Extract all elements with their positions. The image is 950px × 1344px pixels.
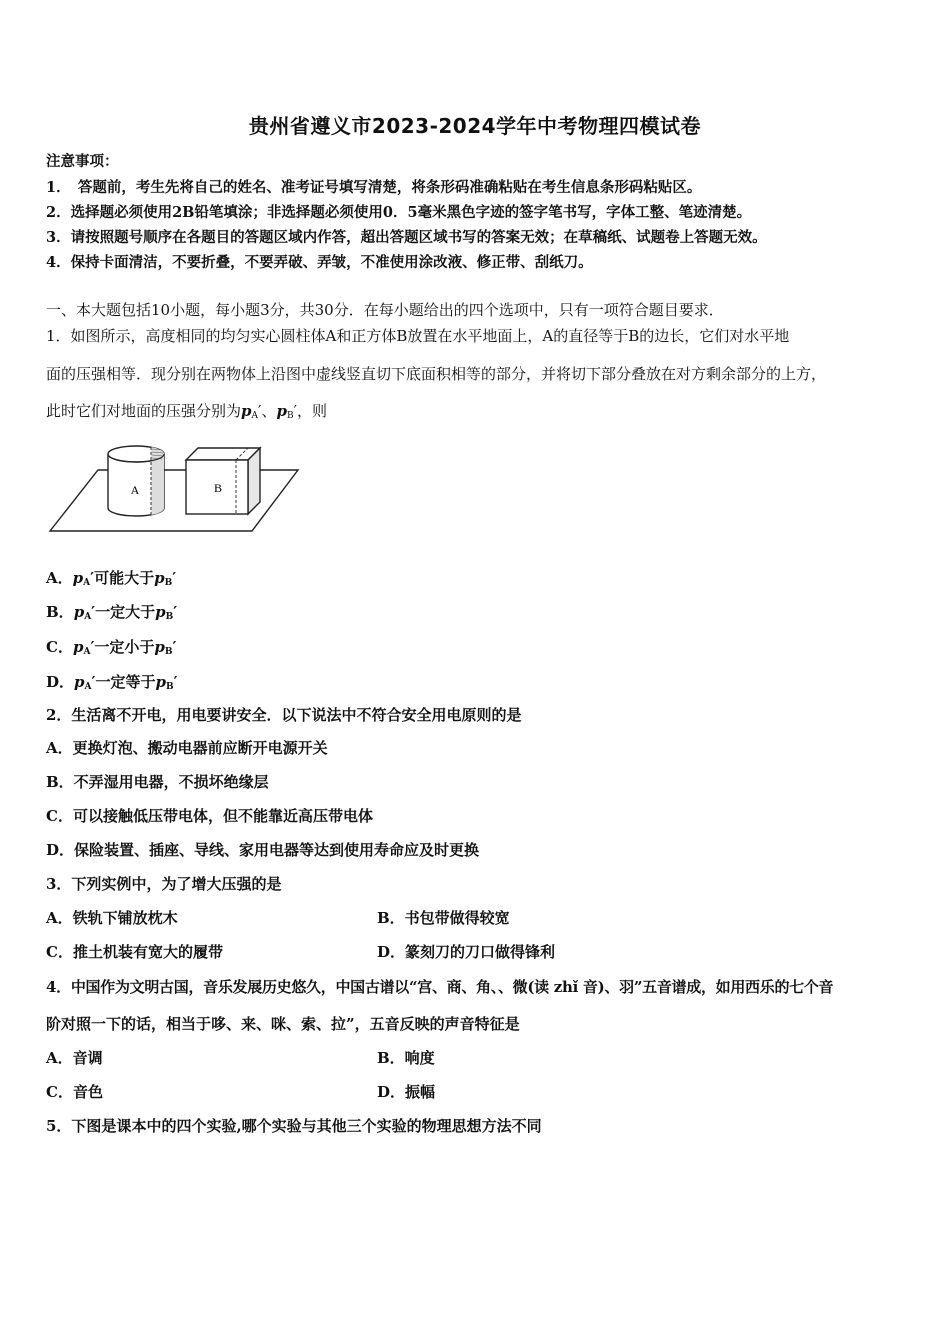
symbol-p: p [241,402,252,420]
prime-mark: ′ [173,603,178,621]
q2-option-a[interactable]: A．更换灯泡、搬动电器前应断开电源开关 [46,739,328,757]
q1-stem-line-1: 1．如图所示，高度相同的均匀实心圆柱体A和正方体B放置在水平地面上，A的直径等于B的边长，它们对水平地 [46,327,790,345]
q4-option-b[interactable]: B．响度 [377,1049,435,1067]
prime-mark: ′ [172,569,177,587]
q4-option-a[interactable]: A．音调 [46,1049,103,1067]
symbol-p: p [73,603,85,621]
prime-mark: ′ [293,402,297,420]
q3-option-c[interactable]: C．推土机装有宽大的履带 [46,943,223,961]
option-letter: A． [46,569,73,587]
notice-heading: 注意事项： [46,153,119,170]
prime-mark: ′ [172,638,177,656]
symbol-p: p [72,569,84,587]
option-letter: C． [46,638,73,656]
notice-item-1: 1． 答题前，考生先将自己的姓名、准考证号填写清楚，将条形码准确粘贴在考生信息条形码粘贴区。 [46,179,702,196]
q5-stem: 5．下图是课本中的四个实验,哪个实验与其他三个实验的物理思想方法不同 [46,1117,542,1135]
cube-b [186,448,260,514]
label-b: B [213,481,223,495]
q1-option-c[interactable] [46,637,177,662]
subscript-b: B [165,612,174,622]
prime-mark: ′ [173,673,178,691]
subscript-b: B [165,682,174,692]
q4-option-c[interactable]: C．音色 [46,1083,103,1101]
subscript-a: A [84,612,92,622]
subscript-b: B [164,647,173,657]
q1-figure [46,438,306,538]
subscript-b: B [164,578,173,588]
q3-option-d[interactable]: D．篆刻刀的刀口做得锋利 [377,943,556,961]
subscript-b: B [286,411,294,421]
q1-option-d[interactable] [46,672,178,697]
option-text: 一定等于 [95,673,156,691]
prime-mark: ′ [91,603,96,621]
q1-option-b[interactable] [46,602,177,627]
subscript-a: A [84,682,92,692]
prime-mark: ′ [91,673,96,691]
q4-stem-line-2: 阶对照一下的话，相当于哆、来、咪、索、拉”，五音反映的声音特征是 [46,1015,520,1033]
q2-stem: 2．生活离不开电，用电要讲安全．以下说法中不符合安全用电原则的是 [46,706,522,724]
option-letter: D． [46,673,75,691]
symbol-p: p [155,603,166,621]
symbol-p: p [74,673,85,691]
symbol-p: p [72,638,84,656]
q1-stem-tail: ，则 [296,402,327,420]
prime-mark: ′ [90,638,95,656]
label-a: A [130,483,140,497]
option-text: 可能大于 [94,569,155,587]
q2-option-d[interactable]: D．保险装置、插座、导线、家用电器等达到使用寿命应及时更换 [46,841,480,859]
q3-stem: 3．下列实例中，为了增大压强的是 [46,875,282,893]
q2-option-b[interactable]: B．不弄湿用电器，不损坏绝缘层 [46,773,269,791]
q2-option-c[interactable]: C．可以接触低压带电体，但不能靠近高压带电体 [46,807,373,825]
notice-item-3: 3．请按照题号顺序在各题目的答题区域内作答，超出答题区域书写的答案无效；在草稿纸、试题卷上答题无效。 [46,229,767,246]
prime-mark: ′ [258,402,262,420]
prime-mark: ′ [90,569,95,587]
symbol-p: p [276,402,287,420]
subscript-a: A [251,411,259,421]
notice-item-2: 2．选择题必须使用2B铅笔填涂；非选择题必须使用0．5毫米黑色字迹的签字笔书写，字体工整、笔迹清楚。 [46,204,752,221]
symbol-p: p [154,638,165,656]
q1-stem-text: 此时它们对地面的压强分别为 [46,402,242,420]
subscript-a: A [83,647,91,657]
q3-option-a[interactable]: A．铁轨下铺放枕木 [46,909,178,927]
q1-option-a[interactable] [46,568,176,593]
q1-stem-line-2: 面的压强相等．现分别在两物体上沿图中虚线竖直切下底面积相等的部分，并将切下部分叠放在对方剩余部分的上方， [46,365,827,383]
subscript-a: A [83,578,91,588]
option-text: 一定小于 [94,638,155,656]
page-title: 贵州省遵义市2023-2024学年中考物理四模试卷 [248,114,702,138]
q4-stem-line-1: 4．中国作为文明古国，音乐发展历史悠久，中国古谱以“宫、商、角、、微(读 zhǐ 音)、羽”五音谱成，如用西乐的七个音 [46,978,834,996]
section-1-instructions: 一、本大题包括10小题，每小题3分，共30分．在每小题给出的四个选项中，只有一项符合题目要求． [46,301,724,319]
q1-stem-line-3 [46,401,327,426]
separator: 、 [261,402,277,420]
ground-plane [50,470,298,531]
notice-item-4: 4．保持卡面清洁，不要折叠，不要弄破、弄皱，不准使用涂改液、修正带、刮纸刀。 [46,254,593,271]
symbol-p: p [154,569,165,587]
option-letter: B． [46,603,74,621]
symbol-p: p [155,673,166,691]
option-text: 一定大于 [95,603,156,621]
q3-option-b[interactable]: B．书包带做得较宽 [377,909,510,927]
q4-option-d[interactable]: D．振幅 [377,1083,436,1101]
cylinder-a [108,446,164,516]
